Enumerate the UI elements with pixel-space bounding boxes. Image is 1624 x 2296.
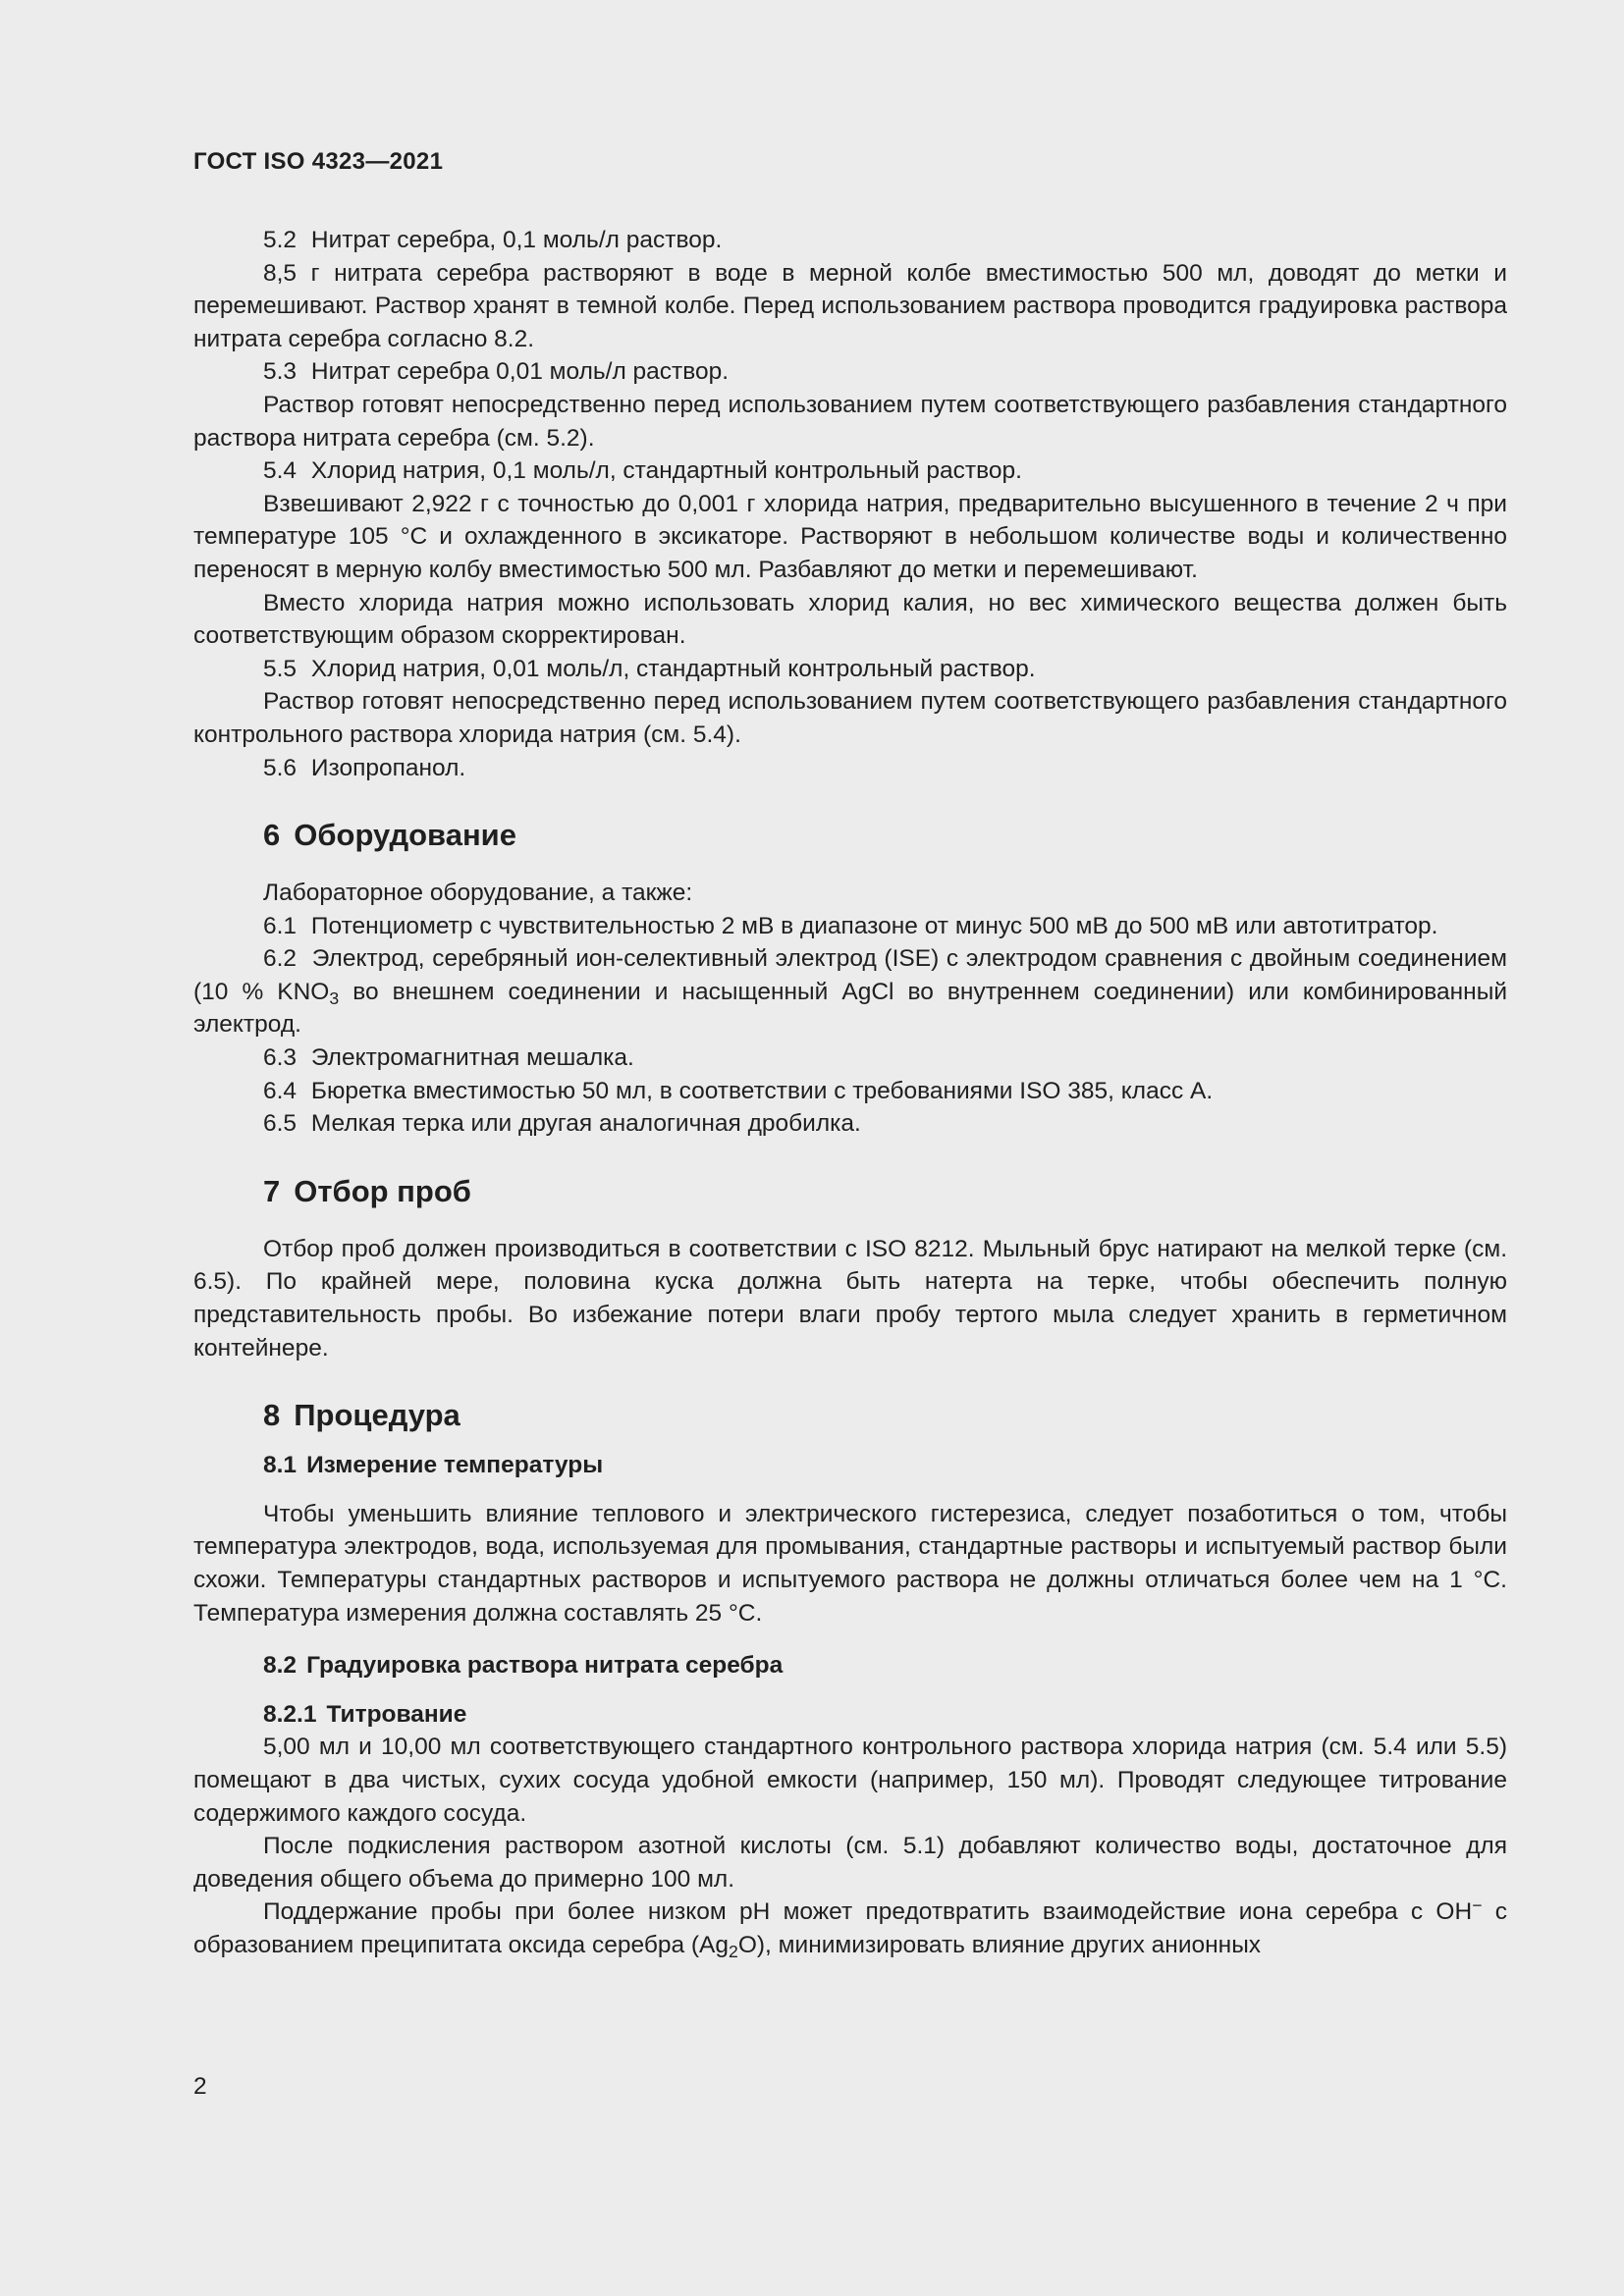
paragraph: Чтобы уменьшить влияние теплового и электрического гистерезиса, следует позаботиться о том, чтобы температура электродов, вода, используемая для промывания, стандартные растворы и испытуемый раствор были схожи. Температуры стандартных растворов и испытуемого раствора не должны отличаться более чем на 1 °С. Температура измерения должна составлять 25 °С. — [193, 1500, 1507, 1627]
paragraph: Лабораторное оборудование, а также: — [263, 880, 693, 907]
section-title: Оборудование — [294, 818, 516, 853]
subsection-number: 8.2.1 — [263, 1700, 317, 1728]
clause-number: 5.3 — [263, 358, 298, 386]
paragraph: 8,5 г нитрата серебра растворяют в воде в мерной колбе вместимостью 500 мл, доводят до метки и перемешивают. Раствор хранят в темной колбе. Перед использованием раствора проводится градуировка раствора нитрата серебра согласно 8.2. — [193, 259, 1507, 352]
clause-text-part: во внешнем соединении и насыщенный AgCl во внутреннем соединении) или комбинированный электрод. — [193, 978, 1508, 1039]
clause-5-5 — [193, 653, 1507, 686]
section-number: 7 — [263, 1173, 281, 1208]
clause-number: 6.2 — [263, 945, 298, 973]
document-body — [193, 224, 1507, 1962]
clause-text: Мелкая терка или другая аналогичная дробилка. — [310, 1110, 861, 1138]
clause-number: 6.4 — [263, 1077, 298, 1104]
section-title: Отбор проб — [294, 1173, 471, 1208]
clause-number: 5.6 — [263, 754, 298, 781]
section-heading-8 — [193, 1396, 1507, 1435]
clause-text-part: Электрод, серебряный ион-селективный электрод (ISE) с электродом сравнения с двойным соединением (10 % KNO — [193, 945, 1507, 1005]
subsection-number: 8.2 — [263, 1652, 298, 1680]
paragraph: 5,00 мл и 10,00 мл соответствующего стандартного контрольного раствора хлорида натрия (см. 5.4 или 5.5) помещают в два чистых, сухих сосуда удобной емкости (например, 150 мл). Проводят следующее титрование содержимого каждого сосуда. — [193, 1734, 1507, 1827]
clause-5-2 — [193, 224, 1507, 257]
subscript: 3 — [329, 988, 340, 1008]
paragraph: Вместо хлорида натрия можно использовать хлорид калия, но вес химического вещества должен быть соответствующим образом скорректирован. — [193, 589, 1507, 650]
clause-number: 5.4 — [263, 457, 298, 485]
clause-title: Хлорид натрия, 0,01 моль/л, стандартный контрольный раствор. — [310, 655, 1036, 682]
subsection-title: Градуировка раствора нитрата серебра — [306, 1652, 784, 1680]
clause-5-4 — [193, 454, 1507, 488]
clause-title: Нитрат серебра 0,01 моль/л раствор. — [310, 358, 730, 386]
subscript: 2 — [729, 1941, 738, 1961]
document-header: ГОСТ ISO 4323—2021 — [193, 148, 444, 175]
clause-text: Потенциометр с чувствительностью 2 мВ в диапазоне от минус 500 мВ до 500 мВ или автотитратор. — [310, 912, 1438, 939]
clause-title: Нитрат серебра, 0,1 моль/л раствор. — [310, 227, 723, 253]
clause-5-6 — [193, 752, 1507, 785]
paragraph: Отбор проб должен производиться в соответствии с ISO 8212. Мыльный брус натирают на мелкой терке (см. 6.5). По крайней мере, половина куска должна быть натерта на терке, чтобы обеспечить полную представительность пробы. Во избежание потери влаги пробу тертого мыла следует хранить в герметичном контейнере. — [193, 1235, 1507, 1362]
text-part: O), минимизировать влияние других анионных — [737, 1931, 1262, 1958]
subsection-title: Титрование — [326, 1700, 467, 1728]
clause-number: 6.5 — [263, 1110, 298, 1138]
section-number: 8 — [263, 1398, 281, 1433]
paragraph: Раствор готовят непосредственно перед использованием путем соответствующего разбавления стандартного контрольного раствора хлорида натрия (см. 5.4). — [193, 688, 1507, 748]
text-part: с образованием преципитата оксида серебра (Ag — [193, 1898, 1507, 1958]
clause-text: Электромагнитная мешалка. — [310, 1044, 634, 1072]
clause-text: Бюретка вместимостью 50 мл, в соответствии с требованиями ISO 385, класс А. — [310, 1077, 1214, 1104]
paragraph: После подкисления раствором азотной кислоты (см. 5.1) добавляют количество воды, достаточное для доведения общего объема до примерно 100 мл. — [193, 1833, 1507, 1893]
subsection-heading-8-2 — [193, 1649, 1507, 1682]
clause-number: 5.2 — [263, 227, 298, 253]
clause-6-3 — [193, 1041, 1507, 1075]
section-title: Процедура — [294, 1398, 460, 1433]
superscript: − — [1472, 1896, 1483, 1916]
clause-5-3 — [193, 355, 1507, 389]
section-heading-7 — [193, 1172, 1507, 1211]
paragraph — [193, 1896, 1507, 1961]
clause-number: 5.5 — [263, 655, 298, 682]
paragraph: Взвешивают 2,922 г с точностью до 0,001 г хлорида натрия, предварительно высушенного в течение 2 ч при температуре 105 °С и охлажденного в эксикаторе. Растворяют в небольшом количестве воды и количественно переносят в мерную колбу вместимостью 500 мл. Разбавляют до метки и перемешивают. — [193, 490, 1507, 583]
clause-title: Хлорид натрия, 0,1 моль/л, стандартный контрольный раствор. — [310, 457, 1022, 485]
clause-number: 6.1 — [263, 912, 298, 939]
section-number: 6 — [263, 818, 281, 853]
clause-title: Изопропанол. — [310, 754, 466, 781]
subsection-number: 8.1 — [263, 1452, 298, 1479]
subsection-heading-8-1 — [193, 1449, 1507, 1482]
clause-6-5 — [193, 1107, 1507, 1141]
section-heading-6 — [193, 816, 1507, 855]
clause-6-2 — [193, 942, 1507, 1041]
paragraph: Раствор готовят непосредственно перед использованием путем соответствующего разбавления стандартного раствора нитрата серебра (см. 5.2). — [193, 391, 1507, 452]
text-part: Поддержание пробы при более низком pH может предотвратить взаимодействие иона серебра с OH — [263, 1898, 1473, 1926]
subsection-heading-8-2-1 — [193, 1698, 1507, 1732]
clause-6-1 — [193, 910, 1507, 943]
clause-number: 6.3 — [263, 1044, 298, 1072]
clause-6-4 — [193, 1075, 1507, 1108]
subsection-title: Измерение температуры — [306, 1452, 604, 1479]
page-number: 2 — [193, 2073, 207, 2100]
